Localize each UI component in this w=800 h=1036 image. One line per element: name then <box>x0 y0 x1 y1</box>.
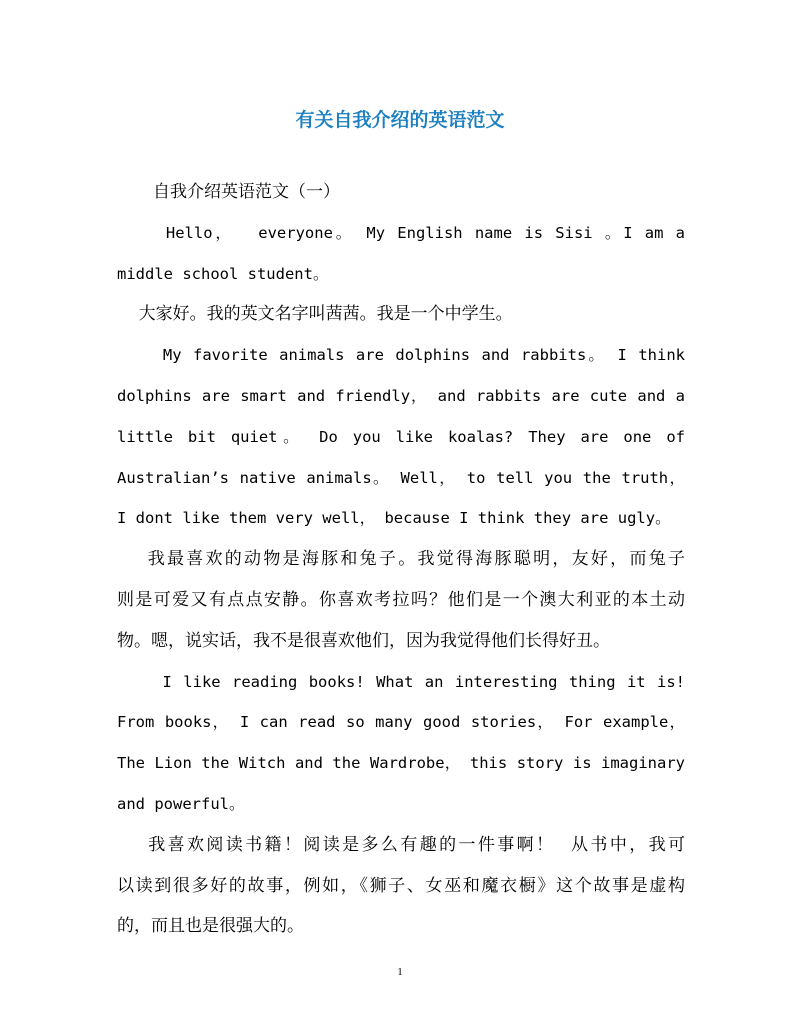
text-line: middle school student。 <box>117 265 329 283</box>
text-line: 我最喜欢的动物是海豚和兔子。我觉得海豚聪明，友好，而兔子 <box>117 549 685 569</box>
text-line: Australian’s native animals。 Well， to tell you the truth， <box>117 469 685 487</box>
text-line: 我喜欢阅读书籍！阅读是多么有趣的一件事啊！ 从书中，我可 <box>117 835 685 855</box>
document-title: 有关自我介绍的英语范文 <box>295 109 505 131</box>
text-line: little bit quiet。 Do you like koalas? They are one of <box>117 428 685 446</box>
text-line: and powerful。 <box>117 795 245 813</box>
text-line: dolphins are smart and friendly， and rabbits are cute and a <box>117 387 685 405</box>
page-number: 1 <box>397 966 403 978</box>
text-line: I dont like them very well， because I think they are ugly。 <box>117 509 671 527</box>
text-line: From books， I can read so many good stories， For example， <box>117 713 685 731</box>
text-line: Hello， everyone。 My English name is Sisi 。I am a <box>117 224 685 242</box>
text-line: 大家好。我的英文名字叫茜茜。我是一个中学生。 <box>117 304 513 324</box>
text-line: The Lion the Witch and the Wardrobe， this story is imaginary <box>117 754 685 772</box>
text-line: 的，而且也是很强大的。 <box>117 916 304 936</box>
text-line: My favorite animals are dolphins and rabbits。 I think <box>117 346 685 364</box>
section-heading: 自我介绍英语范文（一） <box>153 182 340 202</box>
text-line: 以读到很多好的故事，例如，《狮子、女巫和魔衣橱》这个故事是虚构 <box>117 876 685 896</box>
text-line: I like reading books! What an interesting thing it is! <box>117 673 685 691</box>
text-line: 则是可爱又有点点安静。你喜欢考拉吗？他们是一个澳大利亚的本土动 <box>117 590 685 610</box>
text-line: 物。嗯，说实话，我不是很喜欢他们，因为我觉得他们长得好丑。 <box>117 631 610 651</box>
